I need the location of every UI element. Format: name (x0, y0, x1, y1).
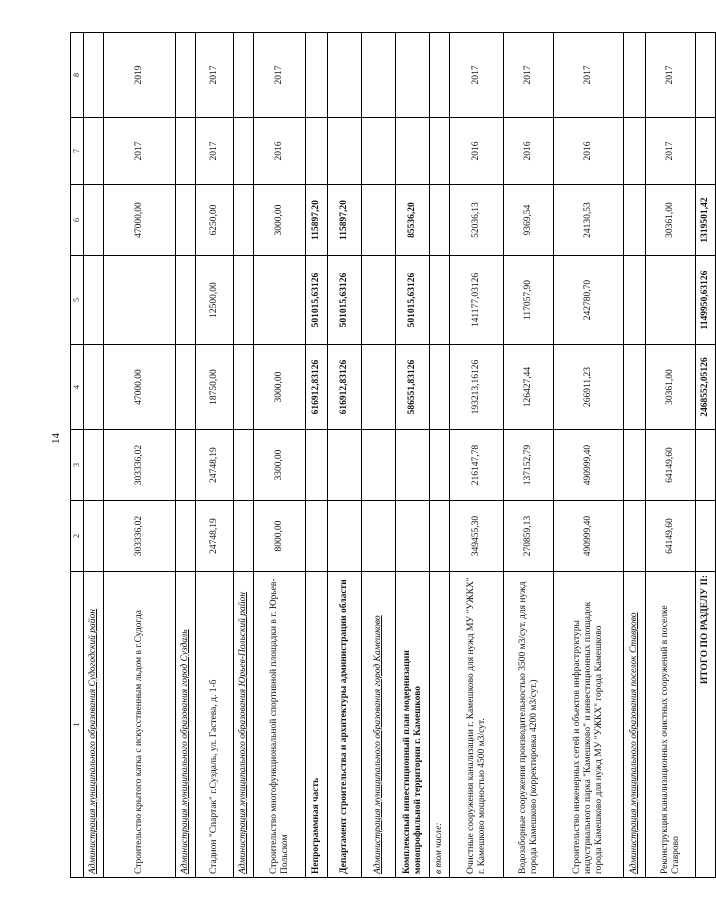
cell-col-5 (624, 256, 646, 345)
cell-col-2: 349455,30 (450, 501, 504, 572)
cell-col-7 (396, 118, 430, 185)
cell-col-8 (328, 33, 362, 118)
cell-col-2 (234, 501, 254, 572)
cell-col-4: 2468552,05126 (696, 345, 716, 430)
cell-col-5: 242780,70 (554, 256, 624, 345)
section-header: Администрация муниципального образования Судогодский район (84, 572, 104, 878)
cell-col-7 (696, 118, 716, 185)
cell-col-2 (430, 501, 450, 572)
cell-col-3 (430, 430, 450, 501)
cell-col-4: 126427,44 (504, 345, 554, 430)
cell-col-7 (306, 118, 328, 185)
page-number: 14 (50, 433, 62, 444)
cell-col-8 (176, 33, 196, 118)
cell-col-6: 1319501,42 (696, 185, 716, 256)
cell-col-4: 18750,00 (196, 345, 234, 430)
column-number-7: 7 (71, 118, 84, 185)
row-label: в том числе: (430, 572, 450, 878)
column-number-4: 4 (71, 345, 84, 430)
cell-col-7: 2017 (646, 118, 696, 185)
cell-col-3 (176, 430, 196, 501)
cell-col-3: 303336,02 (104, 430, 176, 501)
cell-col-3 (328, 430, 362, 501)
table-row (504, 33, 554, 878)
cell-col-8: 2017 (504, 33, 554, 118)
total-label: ИТОГО ПО РАЗДЕЛУ II: (696, 572, 716, 878)
row-label: Комплексный инвестиционный план модернизации монопрофильной территории г. Камешково (396, 572, 430, 878)
cell-col-4: 616912,83126 (306, 345, 328, 430)
cell-col-5 (430, 256, 450, 345)
cell-col-3 (234, 430, 254, 501)
column-number-1: 1 (71, 572, 84, 878)
row-label: Реконструкция канализационных очистных сооружений в поселке Ставрово (646, 572, 696, 878)
cell-col-8 (396, 33, 430, 118)
section-header: Администрация муниципального образования поселок Ставрово (624, 572, 646, 878)
cell-col-8: 2017 (254, 33, 306, 118)
cell-col-7 (234, 118, 254, 185)
column-number-5: 5 (71, 256, 84, 345)
table-row (306, 33, 328, 878)
cell-col-2 (328, 501, 362, 572)
table-row (104, 33, 176, 878)
row-label: Департамент строительства и архитектуры администрации области (328, 572, 362, 878)
cell-col-7: 2017 (196, 118, 234, 185)
cell-col-7 (84, 118, 104, 185)
cell-col-7 (430, 118, 450, 185)
cell-col-7 (624, 118, 646, 185)
section-header: Администрация муниципального образования город Суздаль (176, 572, 196, 878)
row-label: Стадион "Спартак" г.Суздаль, ул. Гастева, д. 1-б (196, 572, 234, 878)
cell-col-6: 24130,53 (554, 185, 624, 256)
cell-col-2: 303336,02 (104, 501, 176, 572)
cell-col-8 (306, 33, 328, 118)
cell-col-2 (696, 501, 716, 572)
cell-col-6: 47000,00 (104, 185, 176, 256)
cell-col-3 (306, 430, 328, 501)
table-row (234, 33, 254, 878)
cell-col-2: 490999,40 (554, 501, 624, 572)
cell-col-6 (624, 185, 646, 256)
cell-col-8: 2017 (450, 33, 504, 118)
table-row (176, 33, 196, 878)
cell-col-8 (84, 33, 104, 118)
cell-col-8 (234, 33, 254, 118)
section-header: Администрация муниципального образования город Камешково (362, 572, 396, 878)
cell-col-6 (362, 185, 396, 256)
table-row (430, 33, 450, 878)
column-number-6: 6 (71, 185, 84, 256)
cell-col-7 (362, 118, 396, 185)
cell-col-3: 216147,78 (450, 430, 504, 501)
cell-col-6: 52036,13 (450, 185, 504, 256)
cell-col-6: 115897,20 (328, 185, 362, 256)
row-label: Строительство крытого катка с искусственным льдом в г.Судогда (104, 572, 176, 878)
row-label: Водозаборные сооружения производительностью 3500 м3/сут. для нужд города Камешково (корректировка 4200 м3/сут.) (504, 572, 554, 878)
cell-col-3 (396, 430, 430, 501)
cell-col-5 (646, 256, 696, 345)
cell-col-6: 85536,20 (396, 185, 430, 256)
cell-col-2 (84, 501, 104, 572)
cell-col-4: 616912,83126 (328, 345, 362, 430)
cell-col-4: 193213,16126 (450, 345, 504, 430)
cell-col-6: 9369,54 (504, 185, 554, 256)
cell-col-6 (234, 185, 254, 256)
cell-col-5 (234, 256, 254, 345)
table-row (362, 33, 396, 878)
table-body (84, 33, 716, 878)
cell-col-4 (624, 345, 646, 430)
table-row (84, 33, 104, 878)
cell-col-2 (176, 501, 196, 572)
cell-col-7: 2016 (504, 118, 554, 185)
cell-col-8 (624, 33, 646, 118)
table-row (554, 33, 624, 878)
cell-col-5: 141177,03126 (450, 256, 504, 345)
column-number-2: 2 (71, 501, 84, 572)
column-number-row (71, 33, 84, 878)
cell-col-8 (430, 33, 450, 118)
section-header: Администрация муниципального образования Юрьев-Польский район (234, 572, 254, 878)
cell-col-7: 2017 (104, 118, 176, 185)
cell-col-7: 2016 (554, 118, 624, 185)
column-number-3: 3 (71, 430, 84, 501)
cell-col-5 (362, 256, 396, 345)
cell-col-4 (84, 345, 104, 430)
cell-col-6 (430, 185, 450, 256)
cell-col-2 (624, 501, 646, 572)
cell-col-6: 6250,00 (196, 185, 234, 256)
row-label: Непрограммная часть (306, 572, 328, 878)
cell-col-3 (84, 430, 104, 501)
table-row (450, 33, 504, 878)
cell-col-3 (696, 430, 716, 501)
row-label: Строительство инженерных сетей и объектов инфраструктуры индустриального парка "Камешково" и инвестиционных площадок города Камешково для нужд МУ "УЖКХ" города Камешково (554, 572, 624, 878)
cell-col-5 (176, 256, 196, 345)
cell-col-7 (328, 118, 362, 185)
cell-col-3: 24748,19 (196, 430, 234, 501)
cell-col-5 (254, 256, 306, 345)
cell-col-8: 2017 (196, 33, 234, 118)
cell-col-5: 501015,63126 (306, 256, 328, 345)
cell-col-3: 64149,60 (646, 430, 696, 501)
cell-col-6 (176, 185, 196, 256)
table-row (196, 33, 234, 878)
cell-col-3 (624, 430, 646, 501)
table-row (646, 33, 696, 878)
cell-col-5: 117057,90 (504, 256, 554, 345)
cell-col-5: 12500,00 (196, 256, 234, 345)
cell-col-5 (84, 256, 104, 345)
cell-col-4: 3000,00 (254, 345, 306, 430)
cell-col-2: 270859,13 (504, 501, 554, 572)
cell-col-4: 586551,83126 (396, 345, 430, 430)
cell-col-3: 490999,40 (554, 430, 624, 501)
cell-col-4 (234, 345, 254, 430)
cell-col-7: 2016 (254, 118, 306, 185)
table-row (254, 33, 306, 878)
cell-col-5: 501015,63126 (396, 256, 430, 345)
cell-col-8 (696, 33, 716, 118)
cell-col-2 (362, 501, 396, 572)
cell-col-8 (362, 33, 396, 118)
cell-col-3: 137152,79 (504, 430, 554, 501)
rotated-table-page (70, 33, 711, 878)
cell-col-6: 30361,00 (646, 185, 696, 256)
row-label: Строительство многофункциональной спортивной площадки в г. Юрьев-Польском (254, 572, 306, 878)
cell-col-2 (396, 501, 430, 572)
cell-col-5: 1149950,63126 (696, 256, 716, 345)
cell-col-4 (176, 345, 196, 430)
table-row (696, 33, 716, 878)
cell-col-2: 24748,19 (196, 501, 234, 572)
table-row (624, 33, 646, 878)
cell-col-8: 2017 (646, 33, 696, 118)
cell-col-7 (176, 118, 196, 185)
column-number-8: 8 (71, 33, 84, 118)
cell-col-5: 501015,63126 (328, 256, 362, 345)
cell-col-2: 64149,60 (646, 501, 696, 572)
cell-col-7: 2016 (450, 118, 504, 185)
cell-col-4 (430, 345, 450, 430)
cell-col-4 (362, 345, 396, 430)
cell-col-3 (362, 430, 396, 501)
row-label: Очистные сооружения канализации г. Камешково для нужд МУ "УЖКХ" г. Камешково мощностью 4500 м3/сут. (450, 572, 504, 878)
cell-col-6: 115897,20 (306, 185, 328, 256)
cell-col-6: 3000,00 (254, 185, 306, 256)
cell-col-2 (306, 501, 328, 572)
cell-col-5 (104, 256, 176, 345)
cell-col-8: 2017 (554, 33, 624, 118)
cell-col-4: 266911,23 (554, 345, 624, 430)
table-row (396, 33, 430, 878)
cell-col-2: 8000,00 (254, 501, 306, 572)
table-row (328, 33, 362, 878)
cell-col-4: 30361,00 (646, 345, 696, 430)
cell-col-8: 2019 (104, 33, 176, 118)
budget-table (70, 32, 716, 878)
cell-col-4: 47000,00 (104, 345, 176, 430)
cell-col-6 (84, 185, 104, 256)
cell-col-3: 3300,00 (254, 430, 306, 501)
